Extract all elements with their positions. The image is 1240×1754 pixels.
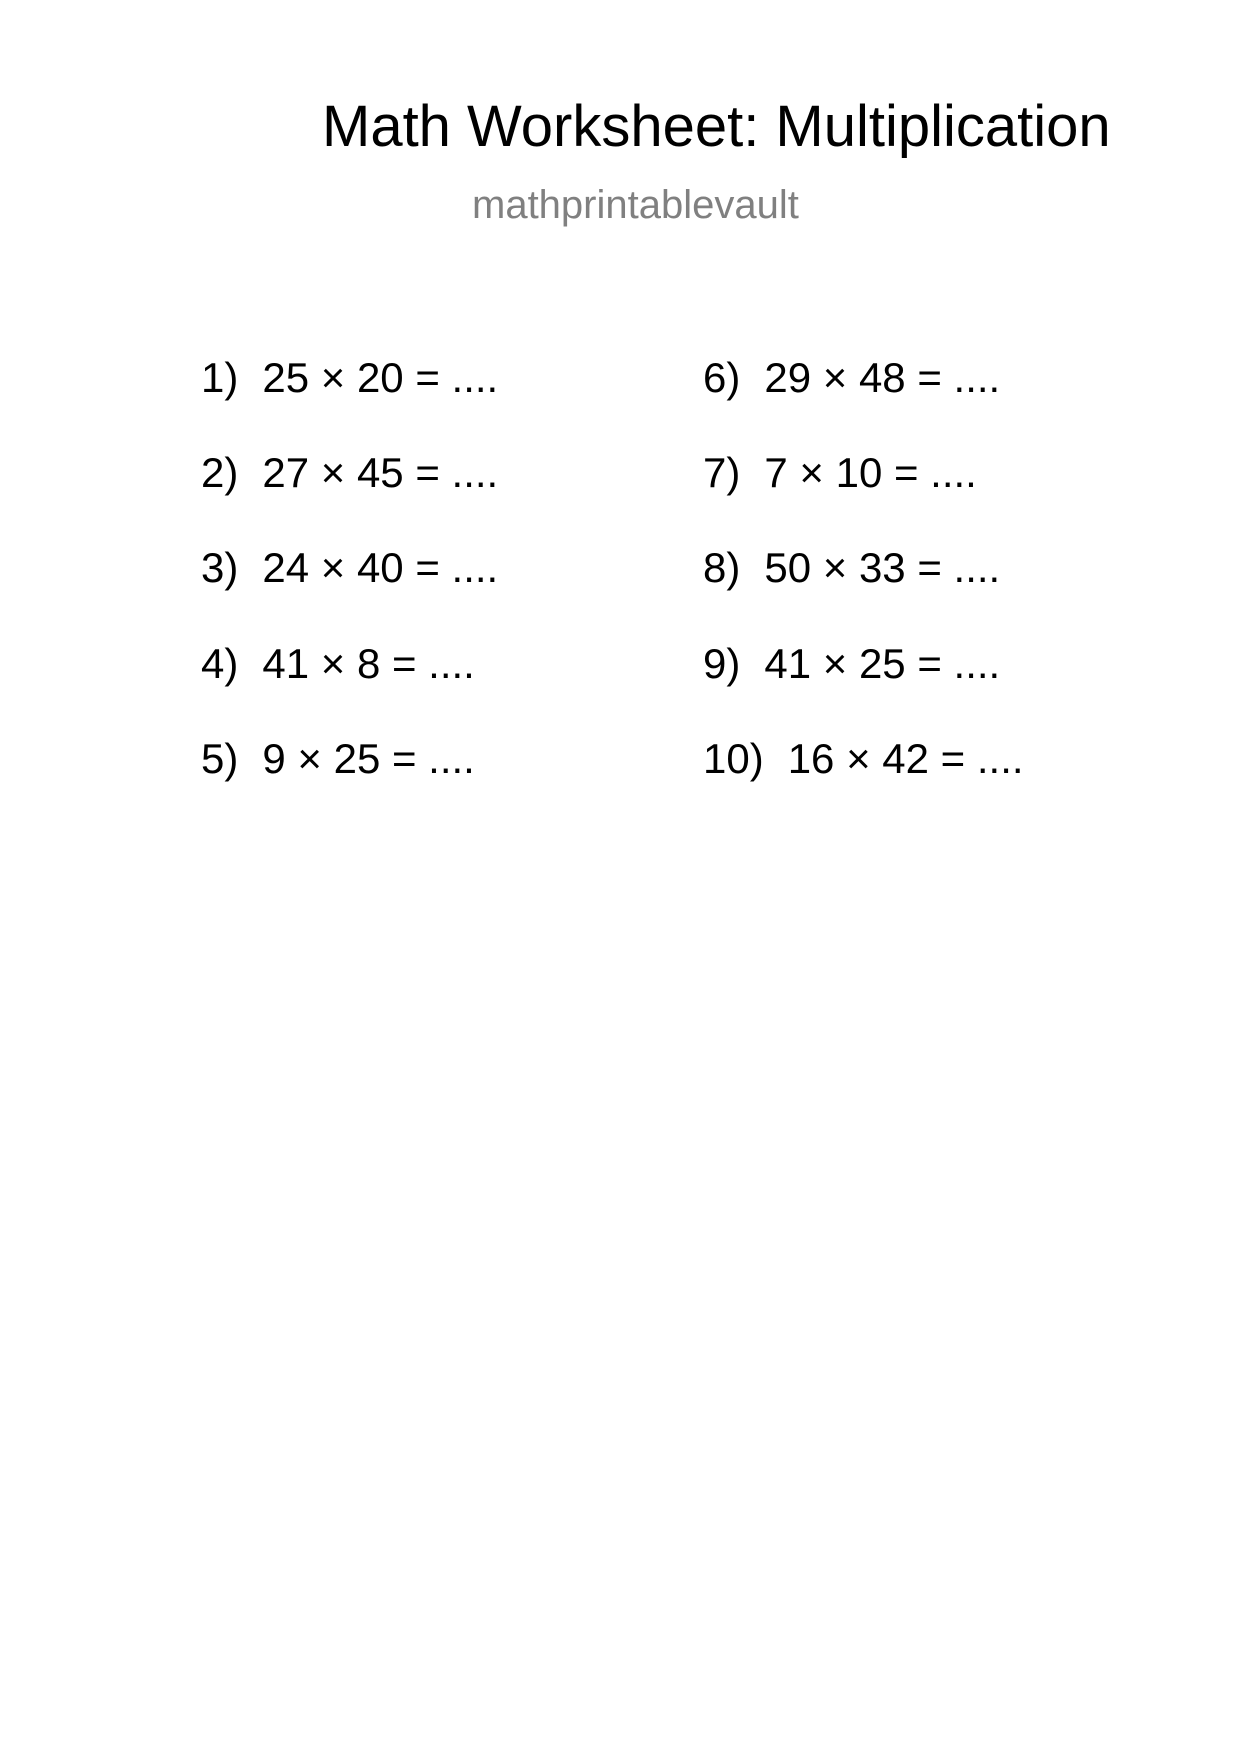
- problem-expression: 9 × 25 = ....: [262, 735, 475, 782]
- problem-6: [703, 354, 1001, 401]
- problem-expression: 25 × 20 = ....: [262, 354, 499, 401]
- worksheet-title: Math Worksheet: Multiplication: [322, 94, 1111, 159]
- problem-expression: 41 × 8 = ....: [262, 640, 475, 687]
- problem-expression: 29 × 48 = ....: [764, 354, 1001, 401]
- problem-number: 8): [703, 544, 741, 591]
- problem-1: [201, 354, 499, 401]
- problem-10: [703, 735, 1024, 782]
- problem-number: 9): [703, 640, 741, 687]
- problem-9: [703, 640, 1001, 687]
- problem-number: 2): [201, 449, 239, 496]
- problem-number: 5): [201, 735, 239, 782]
- problem-expression: 7 × 10 = ....: [764, 449, 977, 496]
- problem-2: [201, 449, 499, 496]
- problem-number: 6): [703, 354, 741, 401]
- problem-number: 7): [703, 449, 741, 496]
- problem-expression: 41 × 25 = ....: [764, 640, 1001, 687]
- problem-expression: 27 × 45 = ....: [262, 449, 499, 496]
- problem-7: [703, 449, 977, 496]
- problem-expression: 50 × 33 = ....: [764, 544, 1001, 591]
- problem-number: 4): [201, 640, 239, 687]
- problem-5: [201, 735, 475, 782]
- problem-expression: 16 × 42 = ....: [787, 735, 1024, 782]
- problem-4: [201, 640, 475, 687]
- worksheet-subtitle: mathprintablevault: [472, 183, 799, 227]
- problem-number: 1): [201, 354, 239, 401]
- problem-number: 10): [703, 735, 764, 782]
- problem-number: 3): [201, 544, 239, 591]
- problem-3: [201, 544, 499, 591]
- problem-expression: 24 × 40 = ....: [262, 544, 499, 591]
- problem-8: [703, 544, 1001, 591]
